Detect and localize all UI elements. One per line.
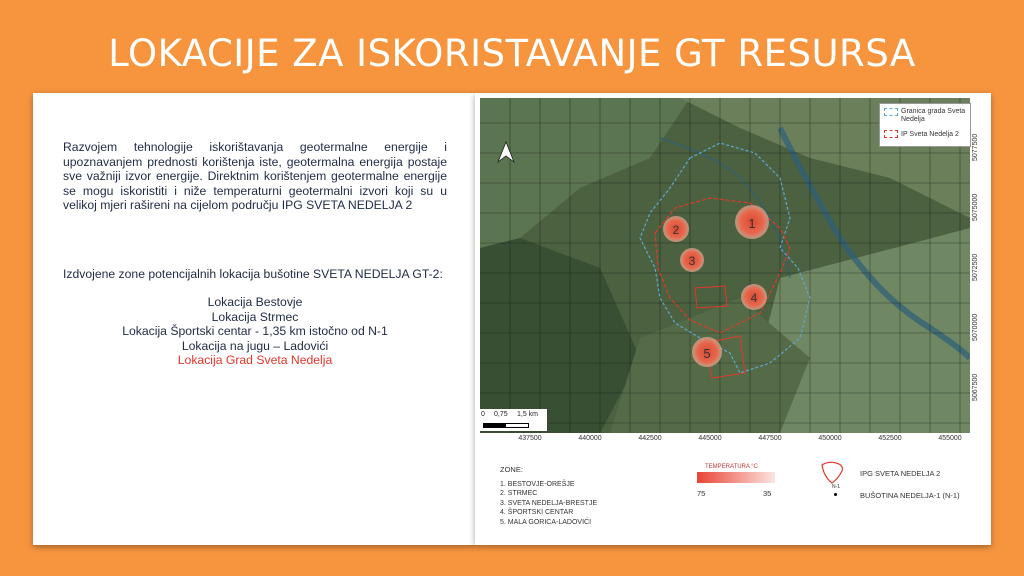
x-tick: 440000 <box>578 435 602 442</box>
zones-header: ZONE: <box>500 465 523 474</box>
zone-item: 1. BESTOVJE-OREŠJE <box>500 480 575 488</box>
location-item: Lokacija na jugu – Ladovići <box>181 338 329 353</box>
locations-list <box>63 295 447 368</box>
page-title: LOKACIJE ZA ISKORISTAVANJE GT RESURSA <box>108 32 916 75</box>
scale-label: 0 <box>481 411 485 418</box>
x-tick: 447500 <box>758 435 782 442</box>
well-dot-icon <box>834 493 837 496</box>
x-tick: 452500 <box>878 435 902 442</box>
y-tick: 5072500 <box>972 253 979 281</box>
legend-granica: Granica grada Sveta Nedelja <box>901 108 966 123</box>
location-item: Lokacija Strmec <box>211 309 299 324</box>
x-tick: 442500 <box>638 435 662 442</box>
satellite-map <box>480 98 970 433</box>
well-legend-label: BUŠOTINA NEDELJA-1 (N-1) <box>860 491 960 500</box>
x-tick: 450000 <box>818 435 842 442</box>
svg-text:1: 1 <box>748 216 756 231</box>
scale-label: 0,75 <box>494 411 508 418</box>
temperature-label: TEMPERATURA °C <box>705 464 758 470</box>
ipg-legend-label: IPG SVETA NEDELJA 2 <box>860 469 941 478</box>
y-tick: 5067500 <box>972 373 979 401</box>
svg-text:3: 3 <box>688 254 696 268</box>
temp-max: 75 <box>697 489 706 498</box>
svg-text:5: 5 <box>703 346 711 361</box>
x-tick: 445000 <box>698 435 722 442</box>
text-panel <box>33 93 475 545</box>
map-panel <box>475 93 991 545</box>
x-tick: 437500 <box>518 435 542 442</box>
zones-intro: Izdvojene zone potencijalnih lokacija bušotine SVETA NEDELJA GT-2: <box>63 267 443 281</box>
y-tick: 5075000 <box>972 193 979 221</box>
legend-ip: IP Sveta Nedelja 2 <box>901 130 959 138</box>
svg-text:2: 2 <box>672 223 680 237</box>
zone-item: 3. SVETA NEDELJA-BRESTJE <box>500 499 598 507</box>
location-item: Lokacija Bestovje <box>207 295 303 309</box>
zone-item: 5. MALA GORICA-LADOVIĆI <box>500 518 592 526</box>
scale-bar <box>479 409 547 431</box>
x-tick: 455000 <box>938 435 962 442</box>
location-item-highlight: Lokacija Grad Sveta Nedelja <box>177 353 333 368</box>
ipg-outline-icon <box>818 459 848 487</box>
zones-legend <box>500 465 597 527</box>
temp-min: 35 <box>763 489 772 498</box>
zone-item: 4. ŠPORTSKI CENTAR <box>500 509 574 516</box>
temperature-gradient <box>697 472 775 483</box>
svg-text:4: 4 <box>750 291 758 305</box>
zone-item: 2. STRMEC <box>500 490 538 497</box>
y-tick: 5077500 <box>972 133 979 161</box>
well-code: N-1 <box>832 484 841 490</box>
map-legend <box>879 103 971 147</box>
scale-label: 1,5 km <box>517 411 539 418</box>
y-tick: 5070000 <box>972 313 979 341</box>
location-item: Lokacija Športski centar - 1,35 km istočno od N-1 <box>122 324 388 339</box>
intro-paragraph: Razvojem tehnologije iskorištavanja geotermalne energije i upoznavanjem prednosti korištenja iste, geotermalna energija postaje sve važniji izvor energije. Direktnim korištenjem geotermalne energije se mogu iskoristiti i niže temperaturni geotermalni izvori koji su u velikoj mjeri rašireni na cijelom području IPG SVETA NEDELJA 2 <box>63 140 447 213</box>
